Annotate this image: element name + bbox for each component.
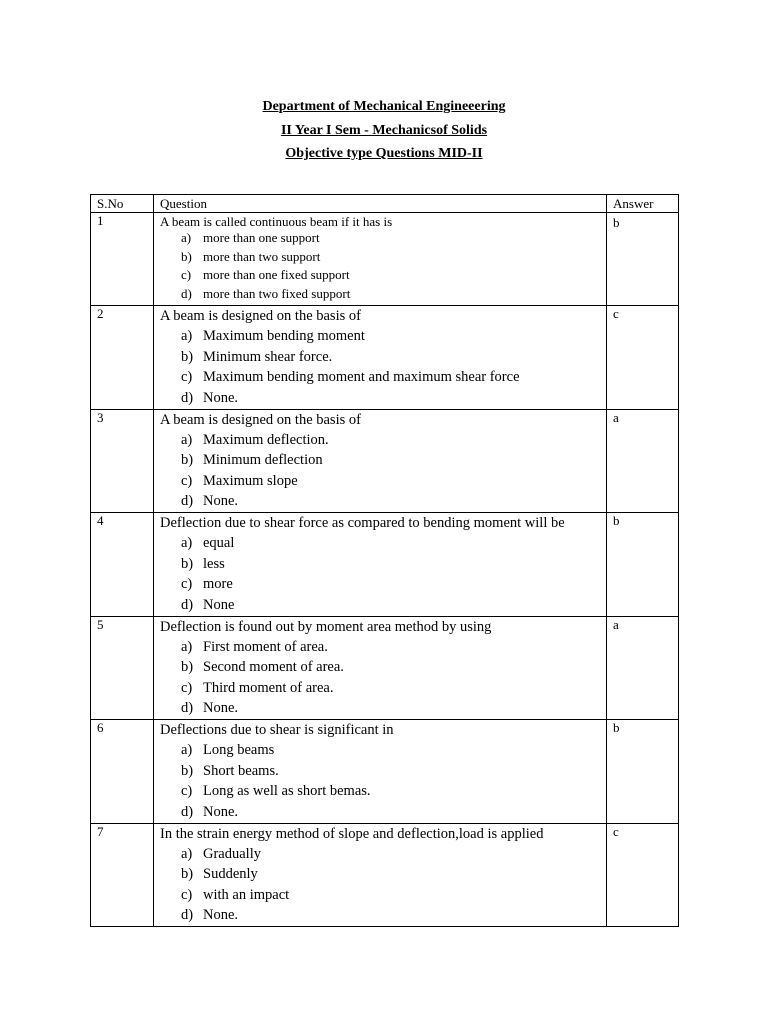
option-item	[160, 248, 600, 267]
option-item	[160, 471, 600, 492]
row-sno: 4	[91, 513, 154, 617]
option-text: Short beams.	[203, 762, 279, 779]
option-item	[160, 844, 600, 865]
question-text: Deflection is found out by moment area method by using	[160, 618, 492, 635]
row-question-cell	[154, 513, 607, 617]
row-answer: b	[607, 213, 679, 306]
options-list	[160, 229, 600, 303]
option-text: Suddenly	[203, 866, 258, 883]
option-text: None.	[203, 700, 239, 717]
row-question-cell	[154, 409, 607, 513]
option-letter: d)	[181, 907, 194, 924]
row-question-cell	[154, 616, 607, 720]
option-text: Maximum slope	[203, 472, 298, 489]
option-text: Minimum shear force.	[203, 348, 333, 365]
option-text: Long beams	[203, 742, 275, 758]
option-item	[160, 637, 600, 658]
option-letter: d)	[181, 493, 194, 510]
option-letter: b)	[181, 866, 194, 883]
options-list	[160, 533, 600, 615]
option-item	[160, 698, 600, 719]
option-letter: a)	[181, 431, 193, 448]
option-letter: a)	[181, 742, 193, 758]
question-text: A beam is designed on the basis of	[160, 411, 361, 428]
option-item	[160, 491, 600, 512]
options-list	[160, 637, 600, 719]
option-letter: c)	[181, 369, 193, 386]
option-text: None.	[203, 907, 239, 924]
row-answer: c	[607, 306, 679, 410]
row-question-cell	[154, 720, 607, 824]
option-text: more than two fixed support	[203, 285, 351, 301]
option-item	[160, 367, 600, 388]
row-answer: b	[607, 720, 679, 824]
table-row	[91, 513, 679, 617]
row-question-cell	[154, 823, 607, 927]
option-item	[160, 266, 600, 285]
option-letter: a)	[181, 328, 193, 344]
option-item	[160, 554, 600, 575]
option-letter: b)	[181, 452, 194, 469]
question-text: A beam is called continuous beam if it has is	[160, 214, 393, 229]
row-question-cell	[154, 213, 607, 306]
option-item	[160, 657, 600, 678]
department-heading: Department of Mechanical Engineeering	[262, 99, 506, 114]
option-item	[160, 533, 600, 554]
option-text: Minimum deflection	[203, 452, 323, 469]
option-text: more	[203, 576, 233, 593]
table-row	[91, 409, 679, 513]
option-text: Maximum bending moment	[203, 328, 365, 344]
options-list	[160, 844, 600, 926]
option-item	[160, 740, 600, 761]
column-header-question: Question	[154, 195, 607, 213]
options-list	[160, 430, 600, 512]
option-item	[160, 678, 600, 699]
option-item	[160, 326, 600, 347]
option-text: None.	[203, 389, 239, 406]
option-item	[160, 285, 600, 304]
option-item	[160, 347, 600, 368]
option-text: Maximum bending moment and maximum shear force	[203, 369, 520, 386]
option-letter: c)	[181, 267, 192, 282]
row-answer: c	[607, 823, 679, 927]
questions-table	[90, 194, 679, 927]
column-header-sno: S.No	[91, 195, 154, 213]
option-text: more than one support	[203, 230, 320, 245]
option-item	[160, 905, 600, 926]
row-sno: 1	[91, 213, 154, 306]
option-letter: d)	[181, 803, 194, 820]
option-letter: c)	[181, 472, 193, 489]
question-text: Deflection due to shear force as compared to bending moment will be	[160, 515, 565, 531]
option-text: None.	[203, 803, 239, 820]
table-row	[91, 306, 679, 410]
table-row	[91, 720, 679, 824]
option-text: Gradually	[203, 845, 261, 862]
option-letter: b)	[181, 659, 194, 676]
option-letter: a)	[181, 845, 193, 862]
option-item	[160, 430, 600, 451]
option-letter: d)	[181, 700, 194, 717]
option-letter: b)	[181, 762, 194, 779]
table-row	[91, 823, 679, 927]
question-text: In the strain energy method of slope and deflection,load is applied	[160, 825, 544, 842]
table-header-row	[91, 195, 679, 213]
option-letter: a)	[181, 535, 193, 551]
exam-heading: Objective type Questions MID-II	[285, 146, 483, 161]
column-header-answer: Answer	[607, 195, 679, 213]
option-text: Third moment of area.	[203, 679, 334, 696]
option-text: more than two support	[203, 248, 321, 264]
option-letter: d)	[181, 285, 192, 301]
option-letter: c)	[181, 886, 193, 903]
option-text: equal	[203, 535, 235, 551]
option-text: First moment of area.	[203, 638, 328, 655]
question-text: A beam is designed on the basis of	[160, 308, 361, 324]
option-letter: d)	[181, 389, 194, 406]
option-text: Second moment of area.	[203, 659, 344, 676]
table-row	[91, 616, 679, 720]
option-item	[160, 574, 600, 595]
option-text: more than one fixed support	[203, 267, 350, 282]
question-text: Deflections due to shear is significant in	[160, 722, 394, 738]
option-letter: b)	[181, 555, 194, 572]
row-answer: b	[607, 513, 679, 617]
option-letter: c)	[181, 576, 193, 593]
options-list	[160, 740, 600, 822]
option-item	[160, 802, 600, 823]
option-item	[160, 885, 600, 906]
option-letter: a)	[181, 638, 193, 655]
table-row	[91, 213, 679, 306]
row-sno: 5	[91, 616, 154, 720]
option-letter: b)	[181, 348, 194, 365]
row-answer: a	[607, 616, 679, 720]
option-text: None.	[203, 493, 239, 510]
option-letter: c)	[181, 783, 193, 800]
option-item	[160, 781, 600, 802]
option-item	[160, 864, 600, 885]
row-sno: 6	[91, 720, 154, 824]
row-question-cell	[154, 306, 607, 410]
row-sno: 2	[91, 306, 154, 410]
options-list	[160, 326, 600, 408]
option-item	[160, 450, 600, 471]
option-text: less	[203, 555, 225, 572]
option-letter: a)	[181, 230, 192, 245]
course-heading: II Year I Sem - Mechanicsof Solids	[280, 123, 488, 138]
option-text: Maximum deflection.	[203, 431, 329, 448]
option-item	[160, 388, 600, 409]
row-answer: a	[607, 409, 679, 513]
option-letter: c)	[181, 679, 193, 696]
option-text: None	[203, 596, 235, 613]
option-item	[160, 229, 600, 248]
option-item	[160, 595, 600, 616]
row-sno: 7	[91, 823, 154, 927]
option-item	[160, 761, 600, 782]
option-text: Long as well as short bemas.	[203, 783, 371, 800]
option-letter: b)	[181, 248, 192, 264]
option-letter: d)	[181, 596, 194, 613]
option-text: with an impact	[203, 886, 290, 903]
row-sno: 3	[91, 409, 154, 513]
